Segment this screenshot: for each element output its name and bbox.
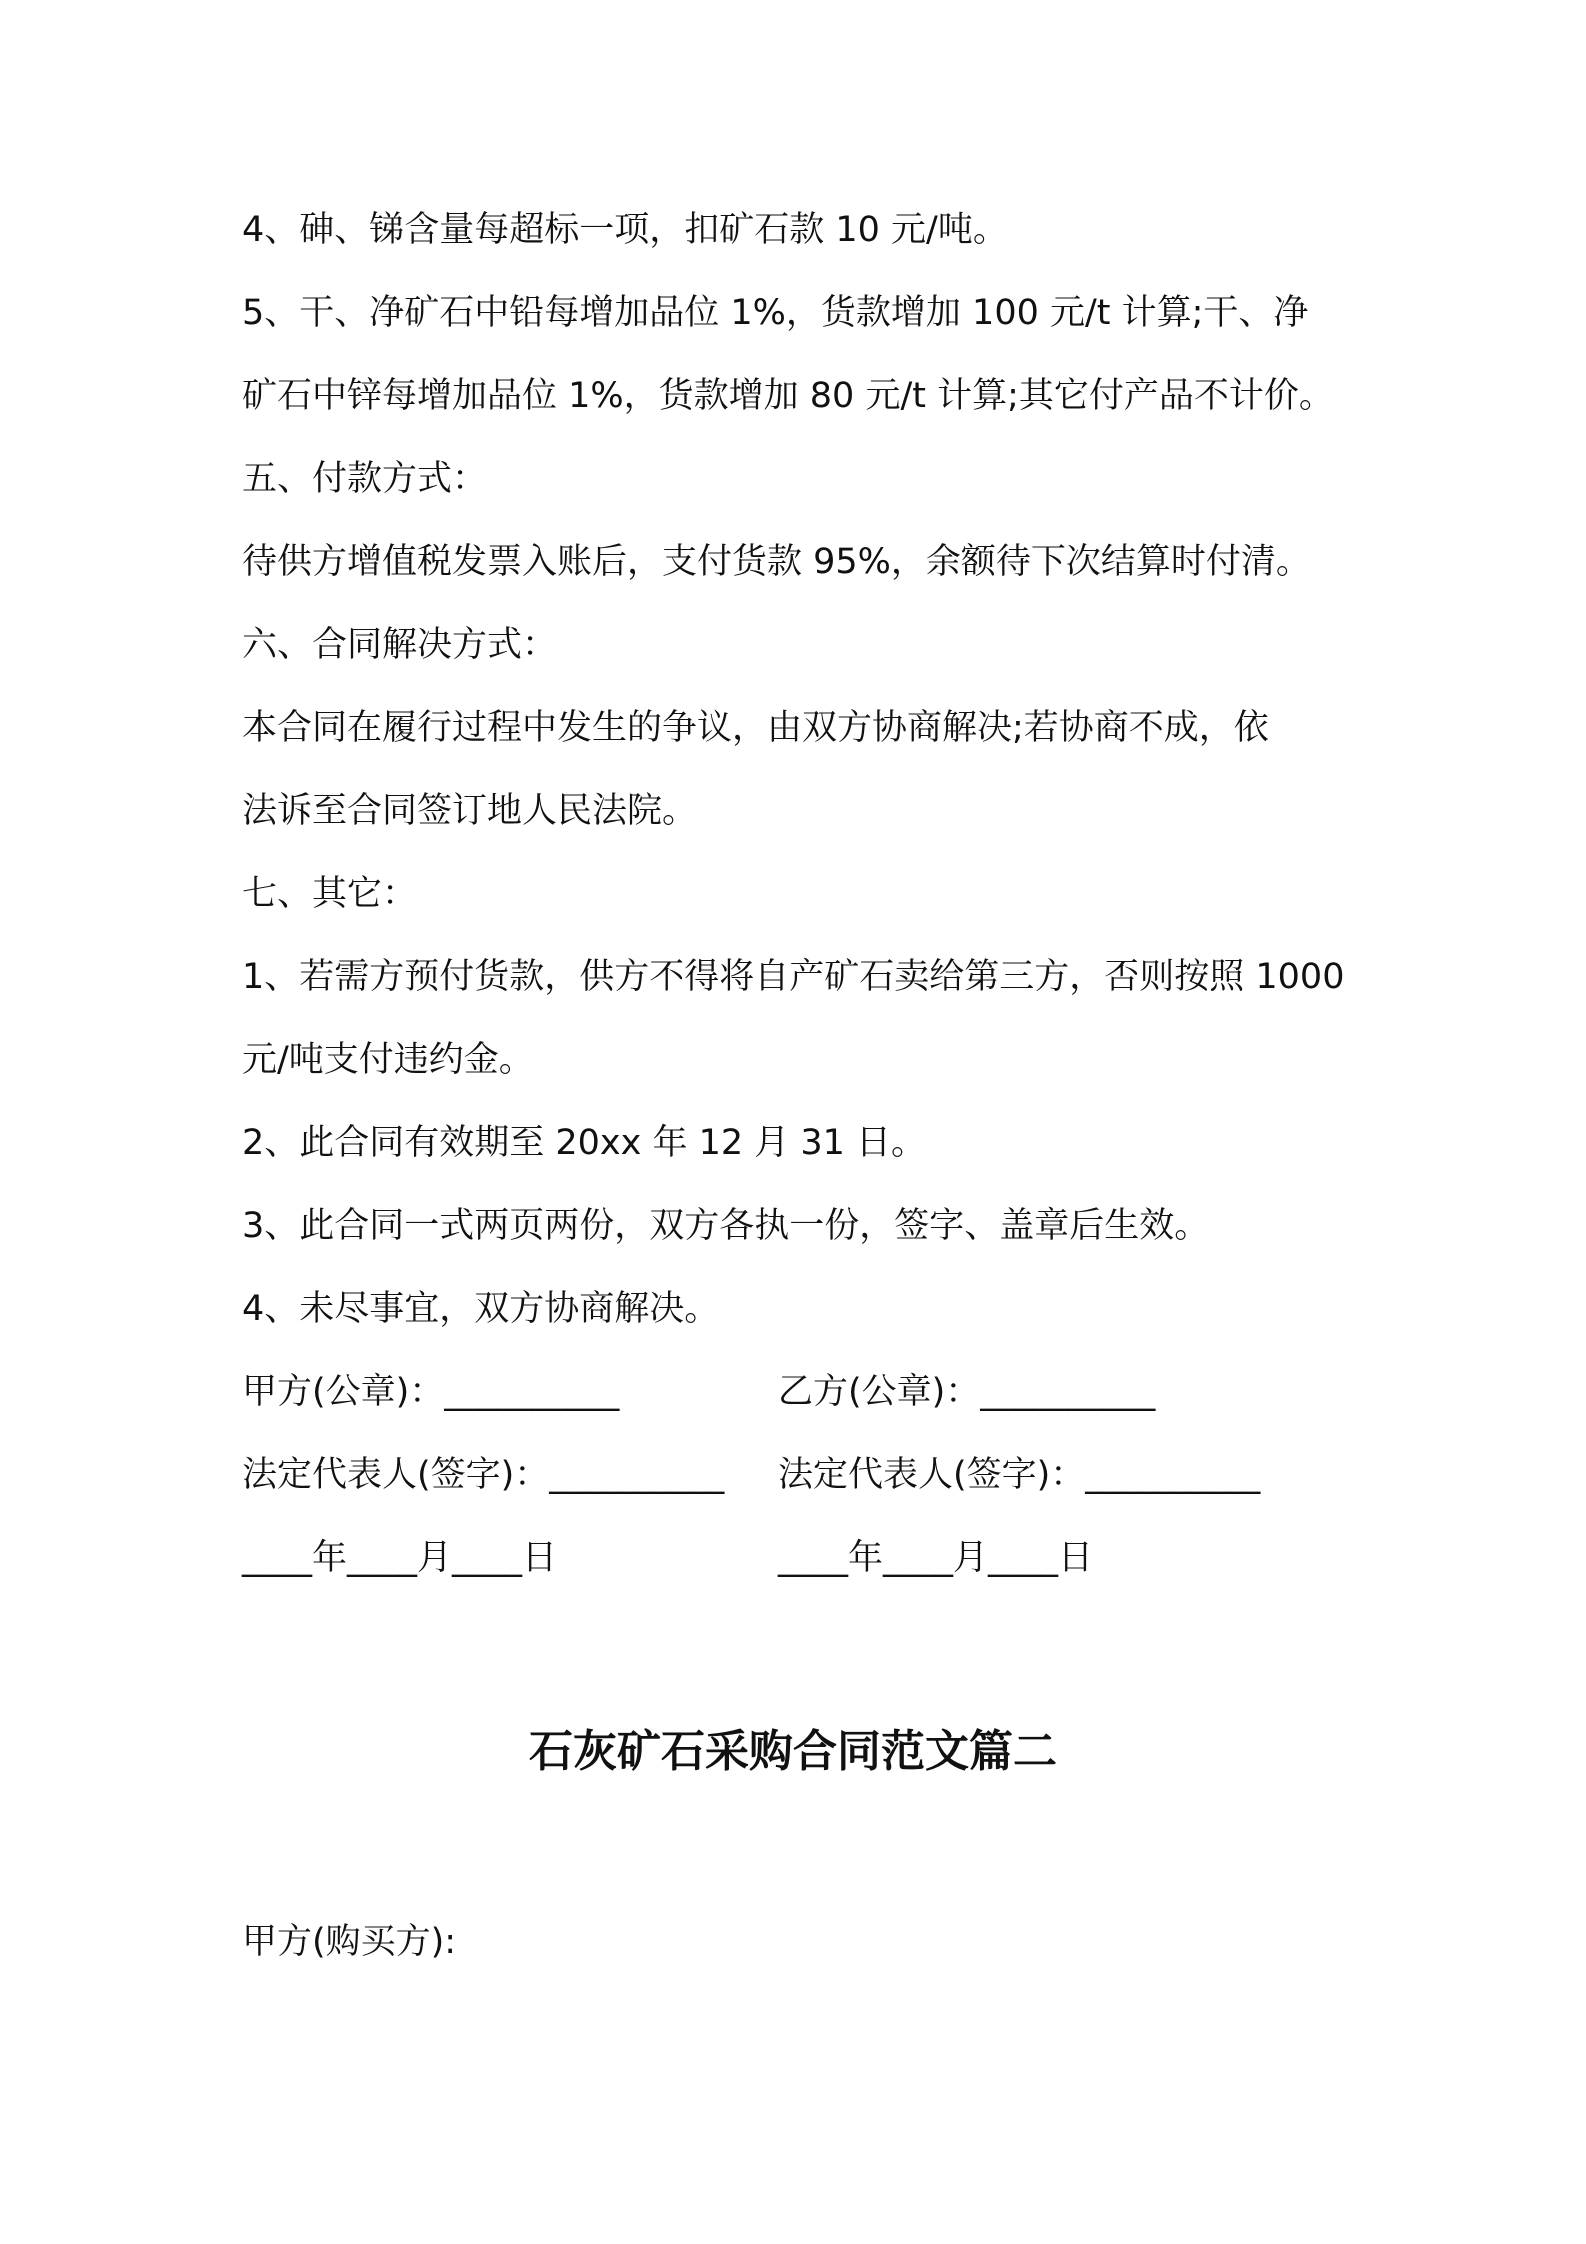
party-a-buyer-label: 甲方(购买方):: [242, 1922, 457, 1962]
party-a-date-line: ____年____月____日: [242, 1538, 558, 1578]
clause-5-line-1: 5、干、净矿石中铅每增加品位 1%，货款增加 100 元/t 计算;干、净: [242, 293, 1309, 333]
other-clause-2: 2、此合同有效期至 20xx 年 12 月 31 日。: [242, 1123, 927, 1163]
other-clause-4: 4、未尽事宜，双方协商解决。: [242, 1289, 720, 1329]
dispute-resolution-line-1: 本合同在履行过程中发生的争议，由双方协商解决;若协商不成，依: [242, 708, 1269, 748]
section-title: 石灰矿石采购合同范文篇二: [529, 1726, 1057, 1777]
party-b-date-line: ____年____月____日: [778, 1538, 1094, 1578]
heading-payment-method: 五、付款方式：: [242, 459, 488, 499]
other-clause-1-line-2: 元/吨支付违约金。: [242, 1040, 534, 1080]
clause-4-arsenic-antimony: 4、砷、锑含量每超标一项，扣矿石款 10 元/吨。: [242, 210, 1008, 250]
party-a-seal-line: 甲方(公章)：__________: [242, 1372, 620, 1412]
party-a-representative-line: 法定代表人(签字)：__________: [242, 1455, 725, 1495]
dispute-resolution-line-2: 法诉至合同签订地人民法院。: [242, 791, 698, 831]
other-clause-1-line-1: 1、若需方预付货款，供方不得将自产矿石卖给第三方，否则按照 1000: [242, 957, 1345, 997]
clause-5-line-2: 矿石中锌每增加品位 1%，货款增加 80 元/t 计算;其它付产品不计价。: [242, 376, 1334, 416]
other-clause-3: 3、此合同一式两页两份，双方各执一份，签字、盖章后生效。: [242, 1206, 1210, 1246]
payment-method-text: 待供方增值税发票入账后，支付货款 95%，余额待下次结算时付清。: [242, 542, 1311, 582]
party-b-representative-line: 法定代表人(签字)：__________: [778, 1455, 1261, 1495]
party-b-seal-line: 乙方(公章)：__________: [778, 1372, 1156, 1412]
heading-dispute-resolution: 六、合同解决方式：: [242, 625, 558, 665]
heading-other: 七、其它：: [242, 874, 418, 914]
